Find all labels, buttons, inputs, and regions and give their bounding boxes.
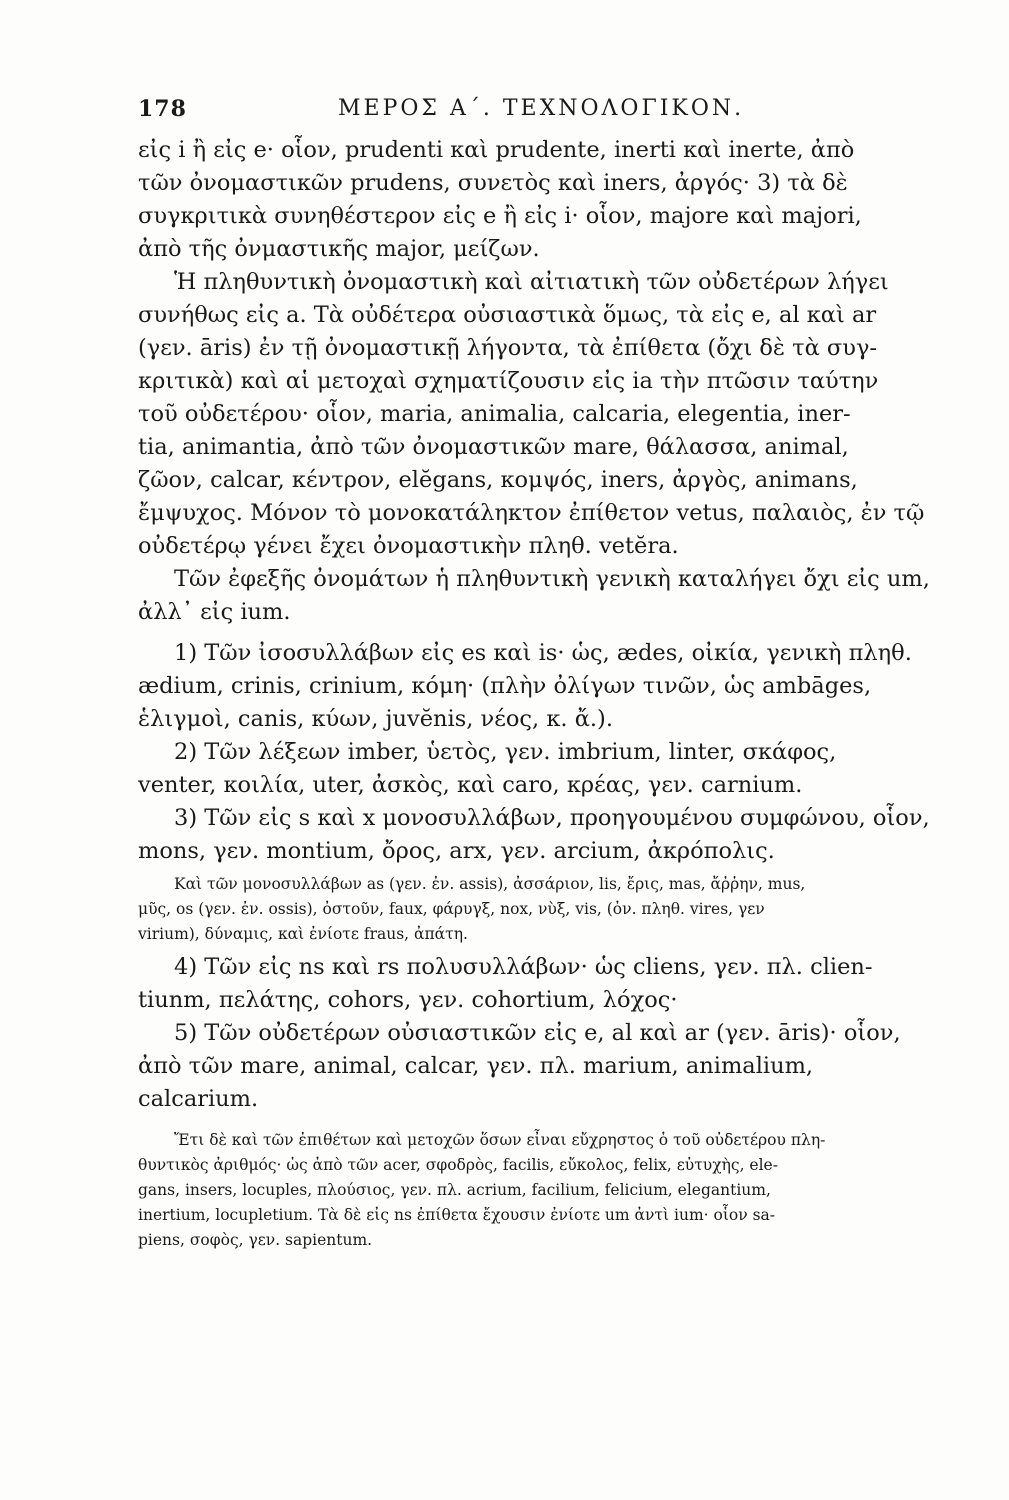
text-line: ἀπὸ τῆς ὀνμαστικῆς major, μείζων. [138,236,540,262]
small-print-note-1 [138,872,968,947]
text-line: συνήθως εἰς a. Τὰ οὐδέτερα οὐσιαστικὰ ὅμως, τὰ εἰς e, al καὶ ar [138,302,877,328]
text-line: ædium, crinis, crinium, κόμη· (πλὴν ὀλίγων τινῶν, ὡς ambāges, [138,673,872,699]
note-line: virium), δύναμις, καὶ ἐνίοτε fraus, ἀπάτη. [138,925,468,943]
note-line: Καὶ τῶν μονοσυλλάβων as (γεν. ἐν. assis), ἀσσάριον, lis, ἔρις, mas, ἄῤῥην, mus, [174,875,806,893]
text-line: τοῦ οὐδετέρου· οἷον, maria, animalia, calcaria, elegentia, iner- [138,401,851,427]
rule-2-line: 2) Τῶν λέξεων imber, ὑετὸς, γεν. imbrium, linter, σκάφος, [174,739,837,765]
running-head: ΜΕΡΟΣ Α΄. ΤΕΧΝΟΛΟΓΙΚΟΝ. [338,96,745,121]
rule-1-line: 1) Τῶν ἰσοσυλλάβων εἰς es καὶ is· ὡς, ædes, οἰκία, γενικὴ πληθ. [174,640,912,666]
page-number: 178 [138,96,187,122]
note-line: Ἔτι δὲ καὶ τῶν ἐπιθέτων καὶ μετοχῶν ὅσων εἶναι εὔχρηστος ὁ τοῦ οὐδετέρου πλη- [174,1131,826,1149]
rule-3-line: 3) Τῶν εἰς s καὶ x μονοσυλλάβων, προηγουμένου συμφώνου, οἷον, [174,805,930,831]
text-line: ἔμψυχος. Μόνον τὸ μονοκατάληκτον ἐπίθετον vetus, παλαιὸς, ἐν τῷ [138,500,925,526]
text-line: τῶν ὀνομαστικῶν prudens, συνετὸς καὶ iners, ἀργός· 3) τὰ δὲ [138,170,848,196]
note-line: piens, σοφὸς, γεν. sapientum. [138,1231,373,1249]
page-header [138,96,878,130]
text-line: οὐδετέρῳ γένει ἔχει ὀνομαστικὴν πληθ. vetĕra. [138,533,679,559]
spacer [138,629,968,637]
rule-4-line: 4) Τῶν εἰς ns καὶ rs πολυσυλλάβων· ὡς cliens, γεν. πλ. clien- [174,954,873,980]
text-line: ζῶον, calcar, κέντρον, elĕgans, κομψός, iners, ἀργὸς, animans, [138,467,858,493]
rule-5-line: 5) Τῶν οὐδετέρων οὐσιαστικῶν εἰς e, al καὶ ar (γεν. āris)· οἷον, [174,1020,901,1046]
text-line: calcarium. [138,1086,259,1112]
text-line: tiunm, πελάτης, cohors, γεν. cohortium, λόχος· [138,987,678,1013]
note-line: gans, insers, locuples, πλούσιος, γεν. πλ. acrium, facilium, felicium, elegantium, [138,1181,771,1199]
text-line: συγκριτικὰ συνηθέστερον εἰς e ἢ εἰς i· οἷον, majore καὶ majori, [138,203,862,229]
text-line: κριτικὰ) καὶ αἱ μετοχαὶ σχηματίζουσιν εἰς ia τὴν πτῶσιν ταύτην [138,368,879,394]
text-line: venter, κοιλία, uter, ἀσκὸς, καὶ caro, κρέας, γεν. carnium. [138,772,803,798]
text-line: ἑλιγμοὶ, canis, κύων, juvĕnis, νέος, κ. ἄ.). [138,706,613,732]
text-line: (γεν. āris) ἐν τῇ ὀνομαστικῇ λήγοντα, τὰ ἐπίθετα (ὄχι δὲ τὰ συγ- [138,335,878,361]
spacer [138,1116,968,1124]
text-line: ἀλλ᾽ εἰς ium. [138,599,291,625]
paragraph-start-line: Ἡ πληθυντικὴ ὀνομαστικὴ καὶ αἰτιατικὴ τῶν οὐδετέρων λήγει [174,269,889,295]
main-text [138,134,968,1257]
text-line: mons, γεν. montium, ὄρος, arx, γεν. arcium, ἀκρόπολις. [138,838,775,864]
text-line: ἀπὸ τῶν mare, animal, calcar, γεν. πλ. marium, animalium, [138,1053,814,1079]
text-line: tia, animantia, ἀπὸ τῶν ὀνομαστικῶν mare, θάλασσα, animal, [138,434,849,460]
paragraph-start-line: Τῶν ἐφεξῆς ὀνομάτων ἡ πληθυντικὴ γενικὴ καταλήγει ὄχι εἰς um, [174,566,930,592]
text-line: εἰς i ἢ εἰς e· οἷον, prudenti καὶ prudente, inerti καὶ inerte, ἀπὸ [138,137,855,163]
note-line: μῦς, os (γεν. ἐν. ossis), ὀστοῦν, faux, φάρυγξ, nox, νὺξ, vis, (ὀν. πληθ. vires, γεν [138,900,765,918]
note-line: θυντικὸς ἀριθμός· ὡς ἀπὸ τῶν acer, σφοδρὸς, facilis, εὔκολος, felix, εὐτυχὴς, ele- [138,1156,778,1174]
note-line: inertium, locupletium. Τὰ δὲ εἰς ns ἐπίθετα ἔχουσιν ἐνίοτε um ἀντὶ ium· οἷον sa- [138,1206,776,1224]
small-print-note-2 [138,1128,968,1253]
